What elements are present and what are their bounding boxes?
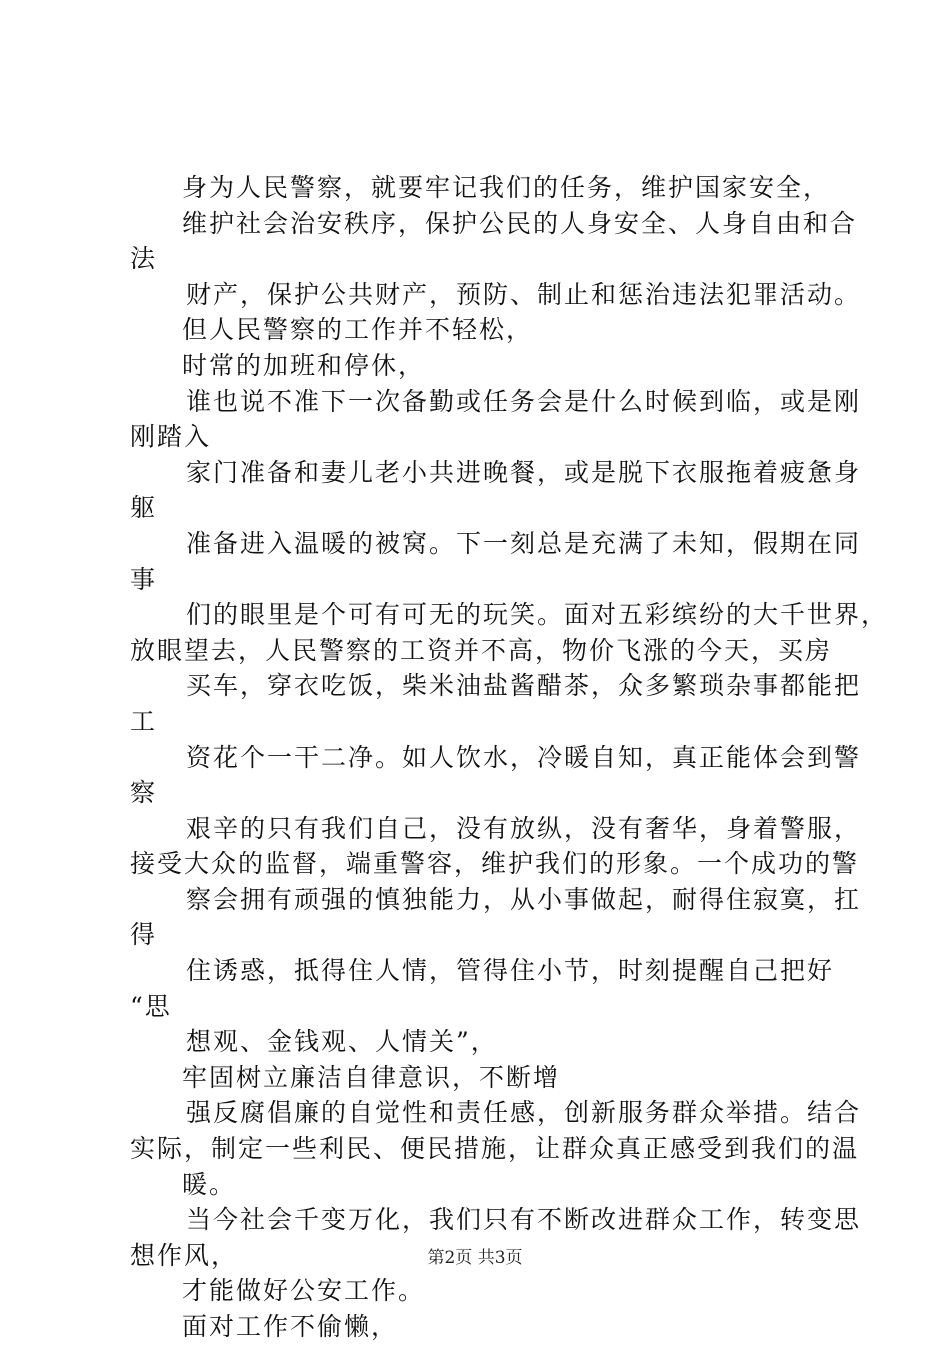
text-line: 接受大众的监督，端重警容，维护我们的形象。一个成功的警 — [130, 849, 860, 879]
text-line: 当今社会千变万化，我们只有不断改进群众工作，转变思 — [186, 1205, 862, 1235]
text-line: 察会拥有顽强的慎独能力，从小事做起，耐得住寂寞，扛 — [186, 884, 862, 914]
text-line: 暖。 — [182, 1169, 237, 1199]
page-number-footer: 第2页 共3页 — [427, 1248, 523, 1268]
text-line: 牢固树立廉洁自律意识，不断增 — [182, 1062, 561, 1092]
text-line: 才能做好公安工作。 — [182, 1276, 426, 1306]
text-line: 法 — [130, 244, 158, 274]
text-line: 住诱惑，抵得住人情，管得住小节，时刻提醒自己把好 — [186, 956, 835, 986]
text-line: 工 — [130, 706, 158, 736]
text-line: 时常的加班和停休， — [182, 350, 426, 380]
text-line: 得 — [130, 920, 158, 950]
text-line: 事 — [130, 564, 158, 594]
text-line: 准备进入温暖的被窝。下一刻总是充满了未知，假期在同 — [186, 528, 862, 558]
text-line: 刚踏入 — [130, 422, 212, 452]
text-line: 财产，保护公共财产，预防、制止和惩治违法犯罪活动。 — [186, 279, 862, 309]
text-line: 们的眼里是个可有可无的玩笑。面对五彩缤纷的大千世界， — [186, 600, 889, 630]
text-line: 实际，制定一些利民、便民措施，让群众真正感受到我们的温 — [130, 1134, 860, 1164]
text-line: 资花个一干二净。如人饮水，冷暖自知，真正能体会到警 — [186, 742, 862, 772]
text-line: 放眼望去，人民警察的工资并不高，物价飞涨的今天，买房 — [130, 635, 833, 665]
text-line: 躯 — [130, 493, 158, 523]
text-line: 强反腐倡廉的自觉性和责任感，创新服务群众举措。结合 — [186, 1098, 862, 1128]
text-line: 想作风， — [130, 1240, 239, 1270]
text-line: “思 — [130, 991, 172, 1021]
text-line: 谁也说不准下一次备勤或任务会是什么时候到临，或是刚 — [186, 386, 862, 416]
text-line: 买车，穿衣吃饭，柴米油盐酱醋茶，众多繁琐杂事都能把 — [186, 671, 862, 701]
text-line: 面对工作不偷懒， — [182, 1312, 399, 1341]
text-line: 维护社会治安秩序，保护公民的人身安全、人身自由和合 — [182, 208, 858, 238]
text-line: 察 — [130, 778, 158, 808]
body-text — [130, 170, 889, 1345]
text-line: 想观、金钱观、人情关”， — [186, 1027, 498, 1057]
text-line: 艰辛的只有我们自己，没有放纵，没有奢华，身着警服， — [186, 813, 862, 843]
text-line: 身为人民警察，就要牢记我们的任务，维护国家安全， — [182, 173, 831, 202]
text-line: 但人民警察的工作并不轻松， — [182, 315, 534, 345]
text-line: 家门准备和妻儿老小共进晚餐，或是脱下衣服拖着疲惫身 — [186, 457, 862, 487]
